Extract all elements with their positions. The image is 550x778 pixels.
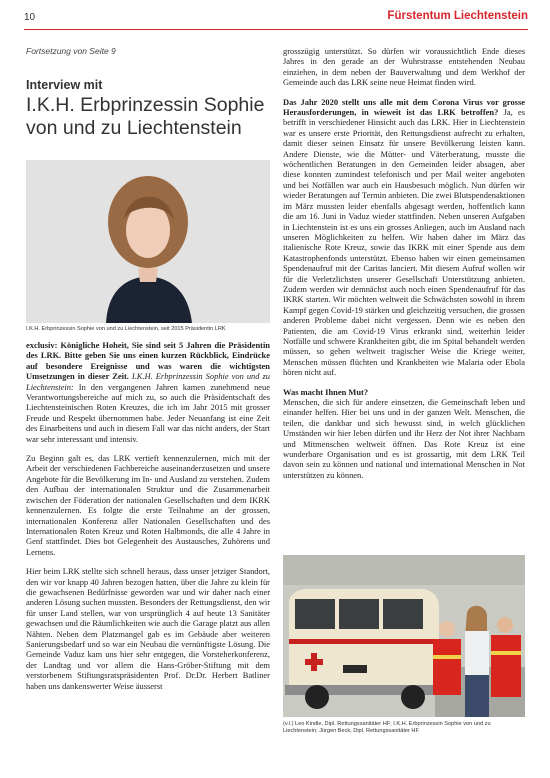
paragraph-1 <box>26 340 270 444</box>
continued-note: Fortsetzung von Seite 9 <box>26 46 116 56</box>
question-2: Das Jahr 2020 stellt uns alle mit dem Corona Virus vor grosse Herausforderungen, in wieweit ist das LRK betroffen? <box>283 96 525 118</box>
article-headline: I.K.H. Erbprinzessin Sophie von und zu Liechtenstein <box>26 94 265 139</box>
section-title: Fürstentum Liechtenstein <box>387 10 528 22</box>
paragraph-6 <box>283 387 525 481</box>
paragraph-5 <box>283 97 525 378</box>
question-1: exclusiv: Königliche Hoheit, Sie sind seit 5 Jahren die Präsidentin des LRK. Bitte geben Sie uns einen kurzen Rückblick, Eindrücke auf besondere Ereignisse und was waren die wichtigsten Umsetzungen in dieser Zeit. <box>26 340 270 382</box>
page-header <box>24 6 528 30</box>
portrait-photo <box>26 160 270 323</box>
question-3: Was macht Ihnen Mut? <box>283 386 369 397</box>
paragraph-2: Zu Beginn galt es, das LRK vertieft kennenzulernen, mich mit der Arbeit der verschiedenen Fachbereiche auseinanderzusetzen und unsere Angebote für die Bevölkerung im In- und Ausland zu verstehen. Zudem den Aufbau der internationalen Struktur und die Zusammenarbeit zwischen der Föderation der nationalen Gesellschaften und dem IKRK kennenzulernen. Es folgte die erste Teilnahme an der grossen, internationalen Konferenz aller Nationalen Gesellschaften und des Internationalen Roten Kreuz und Roten Halbmonds, die alle 4 Jahre in Genf stattfindet. Dies bot Gelegenheit des Austausches, Zuhörens und Lernens. <box>26 453 270 557</box>
paragraph-4: grosszügig unterstützt. So dürfen wir voraussichtlich Ende dieses Jahres in den gerade an der Wuhrstrasse entstehenden Neubau einziehen, in dem neben der Bauverwaltung und dem Werkhof der Gemeinde auch das LRK seine neue Heimat finden wird. <box>283 46 525 88</box>
paragraph-3: Hier beim LRK stellte sich schnell heraus, dass unser jetziger Standort, den wir vor knapp 40 Jahren bezogen hatten, über die Jahre zu klein für die gewachsenen Bedürfnisse geworden war und wir daher nach einer anderen Lösung suchen mussten. Besonders der Rettungsdienst, den wir für unser Land stellen, war von ursprünglich 4 auf heute 13 Sanitäter gewachsen und die Räumlichkeiten wie auch die Garage platzt aus allen Nähten. Neben dem Platzmangel gab es im Gebäude aber weiteren Sanierungsbedarf und so war ein Neubau die vernünftigste Lösung. Die Gemeinde Vaduz kam uns hier sehr entgegen, die Vorsteherkonferenz, der Landtag und vor allem die Hans-Gröber-Stiftung mit dem verstorbenem Stiftungsratspräsidenten Prof. Dr.Dr. Herbert Batliner haben uns dankenswerter Weise äusserst <box>26 566 270 691</box>
page-number: 10 <box>24 12 36 23</box>
ambulance-caption: (v.l.) Leo Kindle, Dipl. Rettungssanitäter HF; I.K.H. Erbprinzessin Sophie von und zu Liechtenstein; Jürgen Beck, Dipl. Rettungssanitäter HF <box>283 721 491 734</box>
article-kicker: Interview mit <box>26 78 103 92</box>
answer-1: In den vergangenen Jahren kamen zunehmend neue Verantwortungsbereiche auf mich zu, so auch die Präsidentschaft des Liechtensteinischen Roten Kreuzes, die ich im Jahr 2015 mit grosser Freude und Respekt übernommen habe. Jeder Neuanfang ist eine Zeit des Einarbeitens und auch in diesem Fall war das nicht anders, der Start war sehr interessant und intensiv. <box>26 381 270 444</box>
answer-lead: I.K.H. Erbprinzessin Sophie von und zu Liechtenstein: <box>26 371 271 392</box>
answer-2: Ja, es betrifft in verschiedener Hinsicht auch das LRK. Hier in Liechtenstein war es unsere erste Priorität, den Rettungsdienst aufrecht zu erhalten, damit dieser seinen Einsatz für unsere Bevölkerung leisten kann. Andere Dienste, wie die Mütter- und Väterberatung, musste die wöchentlichen Beratungen in den Gemeinden leider absagen, aber diese konnten zumindest telefonisch und per Mail weiter angeboten und bei Notfällen war auch ein Hausbesuch möglich. Nun dürfen wir wieder Beratungen auf Termin anbieten. Die zwei Blutspendenaktionen im März mussten leider ebenfalls abgesagt werden, hoffentlich kann die am 16. Juni in Vaduz wieder stattfinden. Neben unseren Aufgaben in Liechtenstein ist es uns ein grosses Anliegen, auch im Ausland nach unseren Möglichkeiten zu helfen. Wir haben daher im März das italienische Rote Kreuz, sowie das IKRK mit einer Spende aus dem Katastrophenfonds unterstützt. Ebenso haben wir einen gemeinsamen Spendenaufruf mit der Caritas lanciert. Mit diesem Aufruf wollen wir für die Verletzlichsten unserer Gesellschaft Unterstützung anbieten. Zudem werden wir demnächst auch noch einen Spendenaufruf für das IKRK starten. Wir möchten weltweit die Schwächsten sowohl in ihrem Kampf gegen Covid-19 stärken und gleichzeitig versuchen, die grossen anderen Probleme dabei nicht vergessen. Denn wie es neben den Patienten, die am Covid-19 Virus erkrankt sind, weiterhin leider Notfälle und schwere Krankheiten gibt, die im Spital behandelt werden müssen, so gehen weltweit tragischer Weise die Kriege weiter, Menschen müssen flüchten und Krankheiten wie Malaria oder Ebola hören nicht auf. <box>283 107 525 378</box>
ambulance-photo <box>283 555 525 717</box>
portrait-caption: I.K.H. Erbprinzessin Sophie von und zu Liechtenstein, seit 2015 Präsidentin LRK <box>26 326 226 332</box>
right-column <box>283 46 525 489</box>
left-column <box>26 46 270 700</box>
portrait-illustration <box>26 160 270 323</box>
answer-3: Menschen, die sich für andere einsetzen, die Gemeinschaft leben und einander helfen. Hier bei uns und in der ganzen Welt. Menschen, die teilen, die dankbar und sich bewusst sind, in welch glücklichen Umständen wir hier leben dürfen und ihr Herz der Not ihrer Nachbarn und Mitmenschen weltweit öffnen. Das Rote Kreuz ist eine wunderbare Organisation und es ist grossartig, mit dem LRK Teil davon sein zu können und national und international Menschen in Not unterstützen zu können. <box>283 397 525 480</box>
ambulance-illustration <box>283 555 525 717</box>
